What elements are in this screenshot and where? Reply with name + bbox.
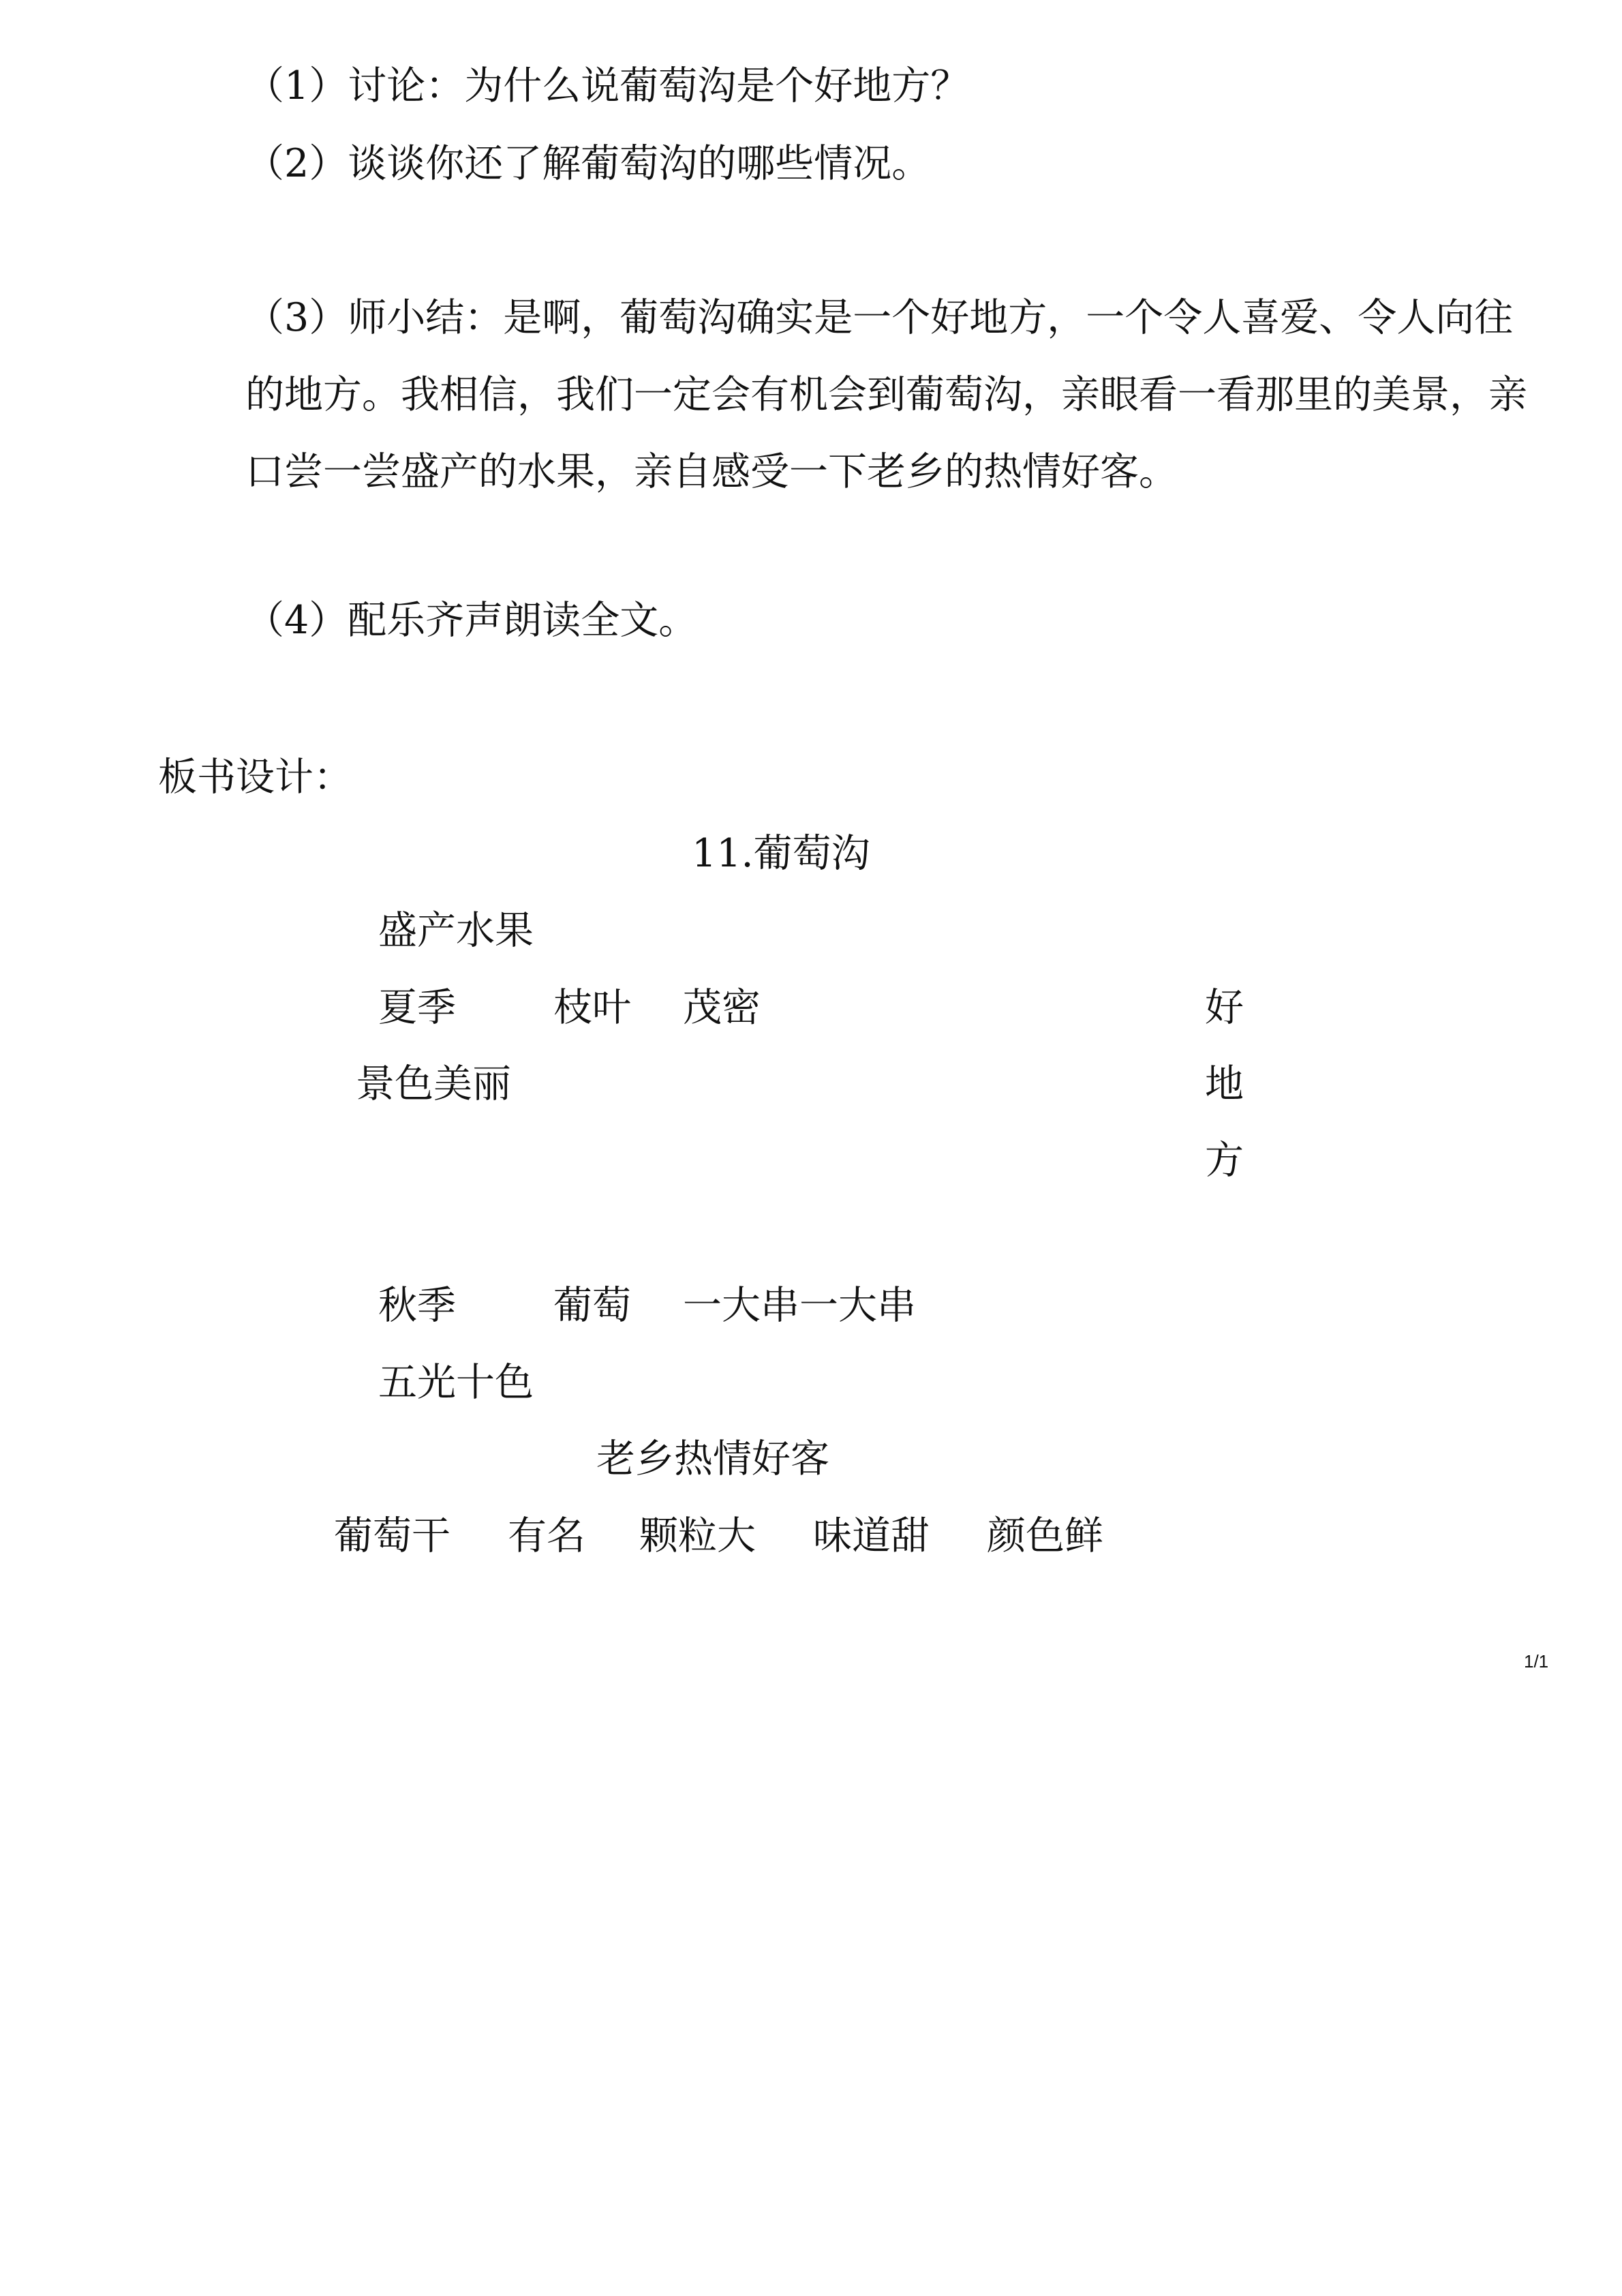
board-raisin-item: 葡萄干: [334, 1513, 450, 1558]
page-number: 1/1: [1524, 1651, 1549, 1672]
board-grapes-label: 葡萄: [553, 1283, 631, 1328]
read-aloud-instruction: （4）配乐齐声朗读全文。: [245, 598, 698, 643]
board-hospitable-label: 老乡热情好客: [596, 1436, 829, 1481]
board-raisin-item: 有名: [508, 1513, 585, 1558]
board-good-place-char-2: 地: [1205, 1061, 1244, 1106]
board-good-place-char-3: 方: [1205, 1138, 1244, 1183]
board-raisin-item: 颜色鲜: [987, 1513, 1103, 1558]
teacher-summary-paragraph: （3）师小结：是啊，葡萄沟确实是一个好地方，一个令人喜爱、令人向往的地方。我相信，我们一定会有机会到葡萄沟，亲眼看一看那里的美景，亲口尝一尝盛产的水果，亲自感受一下老乡的热情好客。: [245, 295, 1527, 494]
board-design-heading: 板书设计：: [158, 755, 352, 800]
board-bunches-label: 一大串一大串: [683, 1283, 916, 1328]
board-summer-label: 夏季: [378, 985, 456, 1030]
board-lush-label: 茂密: [683, 985, 761, 1030]
discussion-question-1: （1）讨论：为什么说葡萄沟是个好地方？: [245, 63, 970, 108]
board-title: 11.葡萄沟: [692, 831, 870, 876]
board-colorful-label: 五光十色: [378, 1360, 534, 1405]
board-good-place-char-1: 好: [1205, 985, 1244, 1030]
board-raisin-item: 味道甜: [813, 1513, 930, 1558]
discussion-question-2: （2）谈谈你还了解葡萄沟的哪些情况。: [245, 141, 931, 186]
board-autumn-label: 秋季: [378, 1283, 456, 1328]
board-leaves-label: 枝叶: [553, 985, 631, 1030]
board-fruit-label: 盛产水果: [378, 908, 534, 953]
board-raisin-item: 颗粒大: [639, 1513, 756, 1558]
board-scenery-label: 景色美丽: [356, 1061, 511, 1106]
